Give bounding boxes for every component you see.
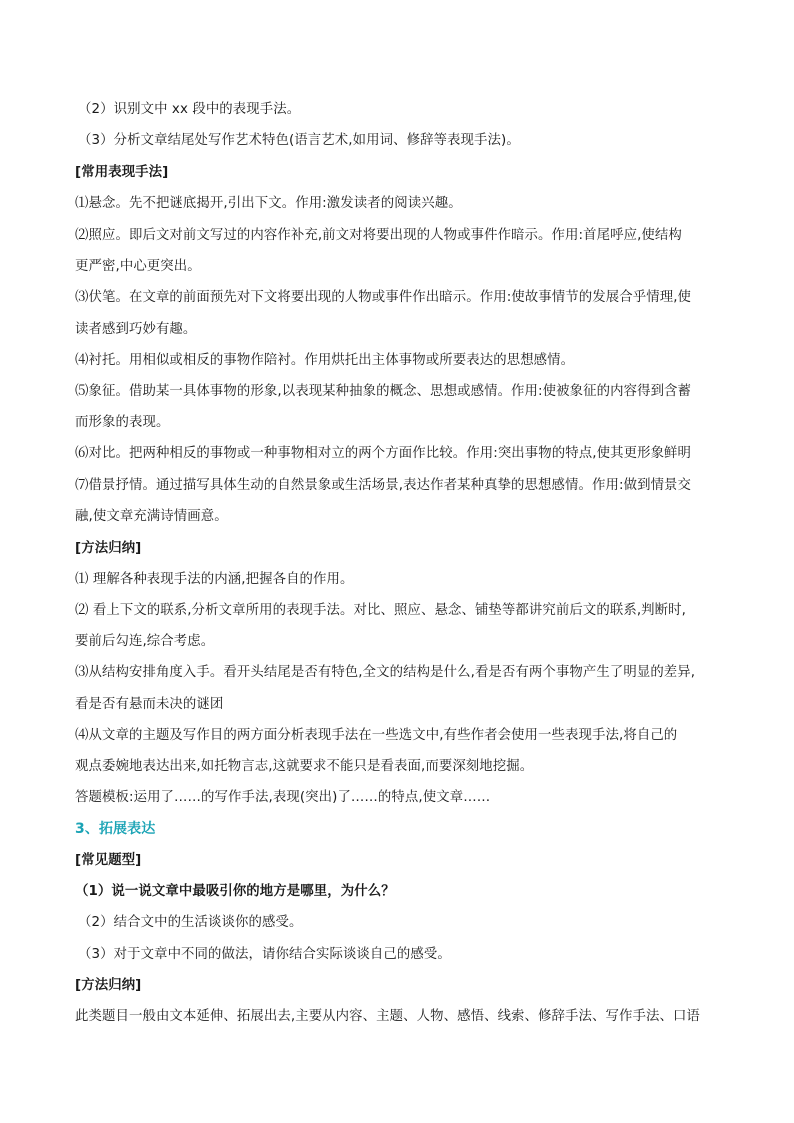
technique-contrast-foil: ⑷衬托。用相似或相反的事物作陪衬。作用烘托出主体事物或所要表达的思想感情。	[75, 353, 575, 368]
method-line: 看是否有悬而未决的谜团	[75, 697, 224, 712]
subheading-common-question-types: [常见题型]	[75, 853, 142, 868]
method-line: ⑷从文章的主题及写作目的两方面分析表现手法在一些选文中,有些作者会使用一些表现手法,将自己的	[75, 728, 678, 743]
paragraph-line: 此类题目一般由文本延伸、拓展出去,主要从内容、主题、人物、感悟、线索、修辞手法、写作手法、口语	[75, 1009, 700, 1024]
method-line: ⑴ 理解各种表现手法的内涵,把握各自的作用。	[75, 572, 354, 587]
answer-template: 答题模板:运用了……的写作手法,表现(突出)了……的特点,使文章……	[75, 790, 491, 805]
technique-foreshadow: ⑶伏笔。在文章的前面预先对下文将要出现的人物或事件作出暗示。作用:使故事情节的发展合乎情理,使	[75, 290, 692, 305]
technique-suspense: ⑴悬念。先不把谜底揭开,引出下文。作用:激发读者的阅读兴趣。	[75, 196, 462, 211]
method-line: ⑵ 看上下文的联系,分析文章所用的表现手法。对比、照应、悬念、铺垫等都讲究前后文的联系,判断时,	[75, 603, 687, 618]
question-line: （3）分析文章结尾处写作艺术特色(语言艺术,如用词、修辞等表现手法)。	[78, 133, 520, 148]
technique-comparison: ⑹对比。把两种相反的事物或一种事物相对立的两个方面作比较。作用:突出事物的特点,使其更形象鲜明	[75, 446, 692, 461]
question-line: （1）说一说文章中最吸引你的地方是哪里，为什么？	[75, 884, 395, 899]
technique-symbol: ⑸象征。借助某一具体事物的形象,以表现某种抽象的概念、思想或感情。作用:使被象征的内容得到含蓄	[75, 384, 692, 399]
section-heading-extended-expression: 3、拓展表达	[75, 821, 156, 837]
question-line: （3）对于文章中不同的做法，请你结合实际谈谈自己的感受。	[78, 947, 451, 962]
technique-foreshadow-cont: 读者感到巧妙有趣。	[75, 322, 197, 337]
method-line: 要前后勾连,综合考虑。	[75, 634, 215, 649]
question-line: （2）识别文中 xx 段中的表现手法。	[78, 102, 301, 117]
method-line: 观点委婉地表达出来,如托物言志,这就要求不能只是看表面,而要深刻地挖掘。	[75, 759, 534, 774]
subheading-method-summary: [方法归纳]	[75, 541, 142, 556]
technique-echo-cont: 更严密,中心更突出。	[75, 259, 201, 274]
technique-scenery-cont: 融,使文章充满诗情画意。	[75, 509, 228, 524]
technique-scenery: ⑺借景抒情。通过描写具体生动的自然景象或生活场景,表达作者某种真挚的思想感情。作用:做到情景交	[75, 478, 692, 493]
question-line: （2）结合文中的生活谈谈你的感受。	[78, 915, 303, 930]
technique-echo: ⑵照应。即后文对前文写过的内容作补充,前文对将要出现的人物或事件作暗示。作用:首尾呼应,使结构	[75, 228, 682, 243]
subheading-common-techniques: [常用表现手法]	[75, 165, 169, 180]
technique-symbol-cont: 而形象的表现。	[75, 415, 170, 430]
subheading-method-summary: [方法归纳]	[75, 978, 142, 993]
method-line: ⑶从结构安排角度入手。看开头结尾是否有特色,全文的结构是什么,看是否有两个事物产生了明显的差异,	[75, 665, 696, 680]
